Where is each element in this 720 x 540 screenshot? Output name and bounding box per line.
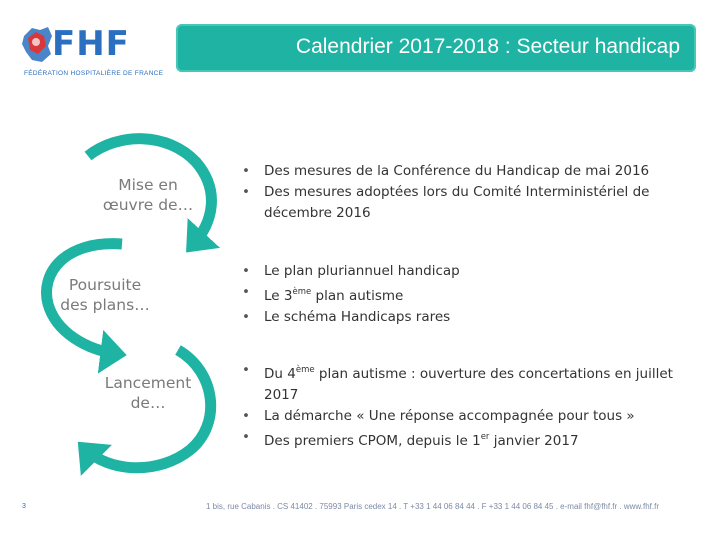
list-item-text: Du 4 xyxy=(264,366,296,382)
list-item: • Le schéma Handicaps rares xyxy=(236,307,696,328)
bullet-list-poursuite xyxy=(236,261,696,328)
cycle-label-poursuite xyxy=(52,275,158,315)
list-item-superscript: ème xyxy=(295,365,315,375)
list-item: • La démarche « Une réponse accompagnée pour tous » xyxy=(236,406,696,427)
list-item: • Des mesures de la Conférence du Handicap de mai 2016 xyxy=(236,161,696,182)
cycle-label-line: Lancement xyxy=(104,374,192,392)
list-item-superscript: ème xyxy=(292,287,312,297)
list-item: • Le plan pluriannuel handicap xyxy=(236,261,696,282)
bullet-list-mise-en-oeuvre xyxy=(236,161,696,224)
cycle-label-line: Mise en xyxy=(118,176,178,194)
cycle-label-lancement xyxy=(98,373,198,413)
page-title: Calendrier 2017-2018 : Secteur handicap xyxy=(295,35,680,58)
cycle-label-line: des plans… xyxy=(60,296,150,314)
logo-subtitle: FÉDÉRATION HOSPITALIÈRE DE FRANCE xyxy=(24,70,164,77)
logo-wordmark: FHF xyxy=(52,24,130,64)
list-item: • Des mesures adoptées lors du Comité Interministériel de décembre 2016 xyxy=(236,182,696,224)
bullet-list-lancement xyxy=(236,360,696,452)
cycle-label-line: de… xyxy=(130,394,166,412)
list-item-text: plan autisme xyxy=(311,288,404,304)
page-number: 3 xyxy=(22,503,26,510)
footer-address: 1 bis, rue Cabanis . CS 41402 . 75993 Paris cedex 14 . T +33 1 44 06 84 44 . F +33 1 44 06 84 45 . e-mail fhf@fhf.fr . www.fhf.fr xyxy=(206,502,659,511)
list-item-superscript: er xyxy=(480,432,490,442)
cycle-label-line: Poursuite xyxy=(68,276,142,294)
list-item-text: Le 3 xyxy=(264,288,293,304)
cycle-label-line: œuvre de… xyxy=(102,196,194,214)
list-item-text: janvier 2017 xyxy=(489,433,579,449)
cycle-label-mise-en-oeuvre xyxy=(98,175,198,215)
list-item xyxy=(236,282,696,307)
list-item xyxy=(236,360,696,406)
list-item-text: plan autisme : ouverture des concertations en juillet 2017 xyxy=(264,366,673,403)
list-item xyxy=(236,427,696,452)
list-item-text: Des premiers CPOM, depuis le 1 xyxy=(264,433,481,449)
